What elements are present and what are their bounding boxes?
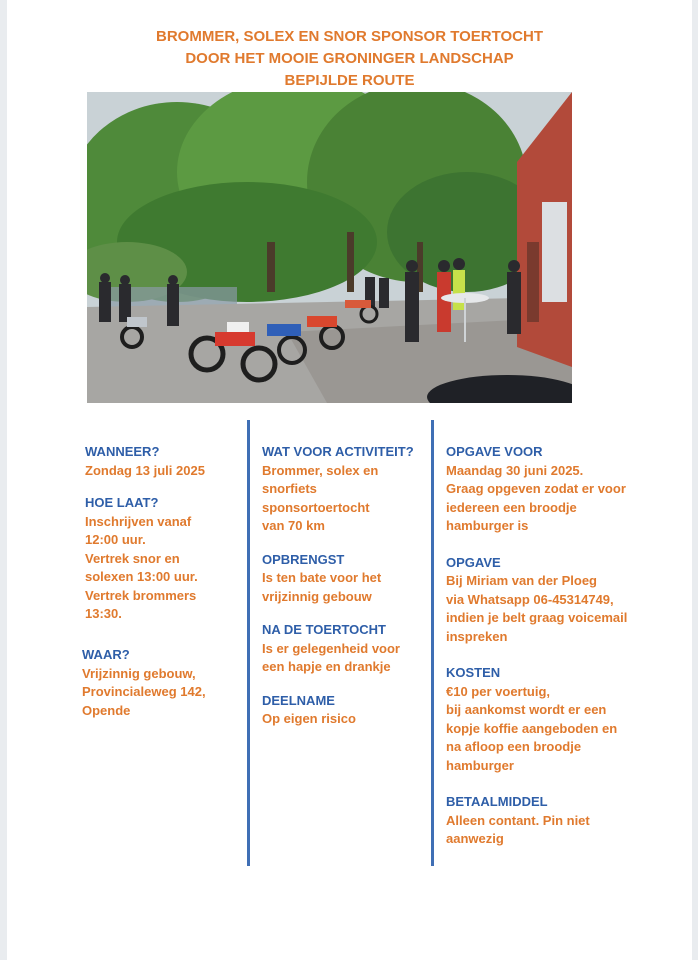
text-kosten-3: kopje koffie aangeboden en (446, 720, 618, 736)
text-hoe-laat-3: Vertrek snor en (85, 550, 180, 566)
text-opgave-voor-4: hamburger is (446, 518, 529, 533)
title-line-2: DOOR HET MOOIE GRONINGER LANDSCHAP (185, 50, 514, 67)
heading-opbrengst: OPBRENGST (262, 551, 345, 567)
text-opgave-2: via Whatsapp 06-45314749, (446, 591, 614, 607)
heading-waar: WAAR? (82, 647, 130, 662)
heading-opgave: OPGAVE (446, 554, 501, 570)
text-hoe-laat-4: solexen 13:00 uur. (85, 569, 198, 584)
text-kosten-1: €10 per voertuig, (446, 683, 551, 699)
column-3 (446, 443, 627, 849)
heading-hoe-laat: HOE LAAT? (85, 495, 159, 510)
text-activiteit-1: Brommer, solex en (262, 462, 379, 478)
heading-betaalmiddel: BETAALMIDDEL (446, 794, 548, 809)
text-opgave-3: indien je belt graag voicemail (446, 610, 628, 625)
text-opgave-voor-3: iedereen een broodje (446, 499, 577, 515)
heading-na-de-toertocht: NA DE TOERTOCHT (262, 622, 386, 637)
text-waar-2: Provincialeweg 142, (82, 684, 206, 699)
text-wanneer: Zondag 13 juli 2025 (85, 462, 205, 478)
text-opgave-voor-1: Maandag 30 juni 2025. (446, 462, 584, 478)
text-opbrengst-2: vrijzinnig gebouw (262, 588, 372, 604)
text-hoe-laat-5: Vertrek brommers (85, 587, 197, 603)
text-kosten-4: na afloop een broodje (446, 739, 582, 754)
text-waar-1: Vrijzinnig gebouw, (82, 665, 196, 681)
text-betaal-2: aanwezig (446, 831, 504, 846)
column-1-waar (82, 646, 206, 720)
title-line-3: BEPIJLDE ROUTE (284, 72, 415, 89)
text-deelname: Op eigen risico (262, 711, 356, 726)
text-activiteit-4: van 70 km (262, 518, 325, 533)
text-betaal-1: Alleen contant. Pin niet (446, 812, 590, 828)
column-2 (262, 443, 414, 729)
text-activiteit-2: snorfiets (262, 481, 317, 496)
column-1 (85, 443, 205, 624)
text-hoe-laat-2: 12:00 uur. (85, 532, 146, 547)
text-na-2: een hapje en drankje (262, 659, 391, 674)
text-opgave-1: Bij Miriam van der Ploeg (446, 573, 597, 588)
text-kosten-2: bij aankomst wordt er een (446, 702, 607, 717)
event-photo (87, 92, 572, 403)
text-hoe-laat-1: Inschrijven vanaf (85, 513, 192, 529)
heading-activiteit: WAT VOOR ACTIVITEIT? (262, 444, 414, 459)
flyer-title (7, 26, 692, 92)
heading-kosten: KOSTEN (446, 665, 501, 680)
text-opbrengst-1: Is ten bate voor het (262, 570, 382, 585)
text-opgave-4: inspreken (446, 628, 508, 644)
text-activiteit-3: sponsortoertocht (262, 499, 370, 515)
heading-wanneer: WANNEER? (85, 444, 160, 459)
title-line-1: BROMMER, SOLEX EN SNOR SPONSOR TOERTOCHT (156, 28, 543, 45)
heading-deelname: DEELNAME (262, 692, 335, 708)
text-waar-3: Opende (82, 702, 131, 718)
column-divider-2 (431, 420, 434, 866)
text-na-1: Is er gelegenheid voor (262, 640, 400, 656)
text-kosten-5: hamburger (446, 757, 514, 773)
event-photo-illustration (87, 92, 572, 403)
text-opgave-voor-2: Graag opgeven zodat er voor (446, 481, 626, 496)
heading-opgave-voor: OPGAVE VOOR (446, 444, 543, 459)
column-divider-1 (247, 420, 250, 866)
text-hoe-laat-6: 13:30. (85, 606, 122, 621)
